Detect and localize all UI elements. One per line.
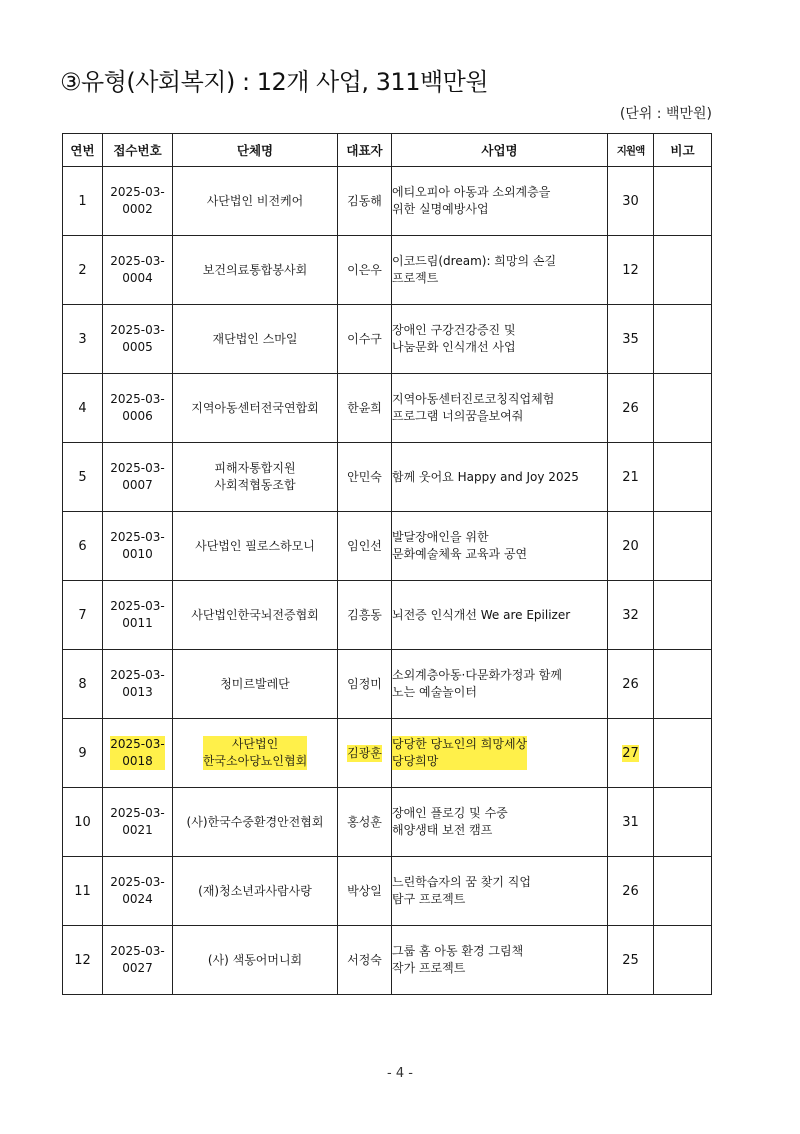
cell-no-text: 10 [74,814,91,830]
cell-note [654,374,712,443]
table-row [63,788,712,857]
cell-org [173,512,338,581]
cell-no-text: 3 [78,331,87,347]
cell-no-text: 2 [78,262,87,278]
cell-no [63,926,103,995]
cell-receipt-text: 2025-03- 0013 [110,668,165,699]
cell-note [654,926,712,995]
cell-project-text: 뇌전증 인식개선 We are Epilizer [392,607,571,622]
cell-amount [608,374,654,443]
cell-rep [338,236,392,305]
cell-project-text: 에티오피아 아동과 소외계층을 위한 실명예방사업 [392,185,551,216]
cell-amount-text: 27 [622,745,639,761]
cell-amount [608,443,654,512]
cell-amount-text: 32 [622,607,639,623]
cell-amount-text: 21 [622,469,639,485]
cell-org-text: 지역아동센터전국연합회 [191,400,319,415]
cell-rep-text: 이은우 [347,262,382,277]
cell-amount-text: 30 [622,193,639,209]
cell-amount-text: 26 [622,883,639,899]
cell-no [63,581,103,650]
cell-org [173,443,338,512]
cell-project [392,857,608,926]
header-project: 사업명 [392,134,608,167]
cell-rep [338,374,392,443]
cell-org [173,305,338,374]
cell-amount-text: 35 [622,331,639,347]
cell-amount [608,788,654,857]
cell-rep [338,857,392,926]
cell-amount-text: 26 [622,676,639,692]
table-row [63,236,712,305]
cell-no [63,650,103,719]
cell-project [392,926,608,995]
cell-rep-text: 홍성훈 [347,814,382,829]
header-amount: 지원액 [608,134,654,167]
cell-rep [338,305,392,374]
cell-receipt [103,926,173,995]
cell-amount [608,305,654,374]
cell-no [63,305,103,374]
unit-note: (단위 : 백만원) [619,106,712,122]
cell-project [392,650,608,719]
cell-amount-text: 31 [622,814,639,830]
cell-org [173,650,338,719]
cell-project-text: 장애인 플로깅 및 수중 해양생태 보전 캠프 [392,806,508,837]
cell-no-text: 12 [74,952,91,968]
cell-receipt-text: 2025-03- 0005 [110,323,165,354]
cell-no [63,857,103,926]
cell-rep [338,512,392,581]
cell-no-text: 5 [78,469,87,485]
cell-receipt [103,305,173,374]
cell-project-text: 장애인 구강건강증진 및 나눔문화 인식개선 사업 [392,323,516,354]
table-row [63,857,712,926]
cell-org-text: 재단법인 스마일 [212,331,298,346]
cell-receipt [103,167,173,236]
cell-amount-text: 12 [622,262,639,278]
cell-rep-text: 서정숙 [347,952,382,967]
cell-amount-text: 25 [622,952,639,968]
cell-rep-text: 김동해 [347,193,382,208]
cell-receipt [103,788,173,857]
cell-amount-text: 26 [622,400,639,416]
cell-amount-text: 20 [622,538,639,554]
cell-receipt-text: 2025-03- 0002 [110,185,165,216]
cell-no-text: 1 [78,193,87,209]
cell-no-text: 4 [78,400,87,416]
cell-amount [608,719,654,788]
cell-no [63,167,103,236]
cell-org [173,926,338,995]
table-row [63,926,712,995]
cell-org [173,374,338,443]
cell-note [654,788,712,857]
cell-note [654,305,712,374]
cell-note [654,650,712,719]
cell-project [392,512,608,581]
cell-project-text: 그룹 홈 아동 환경 그림책 작가 프로젝트 [392,944,524,975]
cell-rep-text: 김광훈 [347,745,382,760]
cell-project [392,374,608,443]
cell-receipt [103,236,173,305]
table-row [63,581,712,650]
cell-rep-text: 임인선 [347,538,382,553]
cell-amount [608,236,654,305]
header-rep: 대표자 [338,134,392,167]
cell-no-text: 6 [78,538,87,554]
cell-no-text: 11 [74,883,91,899]
cell-project [392,788,608,857]
cell-org-text: (사) 색동어머니회 [207,952,303,967]
cell-amount [608,167,654,236]
cell-rep [338,167,392,236]
cell-receipt [103,650,173,719]
cell-amount [608,581,654,650]
cell-receipt [103,443,173,512]
table-row [63,512,712,581]
cell-project [392,167,608,236]
cell-note [654,719,712,788]
cell-project-text: 이코드림(dream): 희망의 손길 프로젝트 [392,254,557,285]
cell-org [173,719,338,788]
cell-no [63,236,103,305]
cell-rep-text: 한윤희 [347,400,382,415]
cell-amount [608,650,654,719]
table-body [63,167,712,995]
table-row [63,305,712,374]
cell-org-text: 청미르발레단 [220,676,290,691]
cell-no [63,443,103,512]
cell-org-text: 피해자통합지원 사회적협동조합 [214,461,296,492]
cell-org [173,788,338,857]
cell-rep-text: 안민숙 [347,469,382,484]
cell-receipt [103,581,173,650]
cell-receipt-text: 2025-03- 0004 [110,254,165,285]
cell-receipt-text: 2025-03- 0024 [110,875,165,906]
cell-receipt-text: 2025-03- 0021 [110,806,165,837]
cell-rep-text: 김흥동 [347,607,382,622]
cell-org [173,236,338,305]
cell-note [654,167,712,236]
cell-org [173,167,338,236]
cell-rep-text: 박상일 [347,883,382,898]
cell-org-text: 사단법인한국뇌전증협회 [191,607,319,622]
cell-receipt [103,719,173,788]
cell-amount [608,512,654,581]
cell-rep [338,443,392,512]
cell-rep [338,581,392,650]
cell-project-text: 소외계층아동·다문화가정과 함께 노는 예술놀이터 [392,668,562,699]
cell-rep-text: 임정미 [347,676,382,691]
cell-receipt-text: 2025-03- 0006 [110,392,165,423]
header-no: 연번 [63,134,103,167]
cell-receipt [103,512,173,581]
cell-no [63,788,103,857]
cell-project [392,581,608,650]
cell-rep [338,788,392,857]
cell-project [392,305,608,374]
cell-project-text: 지역아동센터진로코칭직업체험 프로그램 너의꿈을보여줘 [392,392,555,423]
cell-org-text: 사단법인 필로스하모니 [195,538,315,553]
cell-note [654,581,712,650]
header-org: 단체명 [173,134,338,167]
cell-org-text: (사)한국수중환경안전협회 [186,814,324,829]
table-row [63,443,712,512]
cell-note [654,236,712,305]
cell-rep [338,926,392,995]
project-table [62,133,712,995]
cell-note [654,857,712,926]
cell-no-text: 8 [78,676,87,692]
cell-receipt [103,857,173,926]
cell-no [63,512,103,581]
cell-project-text: 발달장애인을 위한 문화예술체육 교육과 공연 [392,530,528,561]
cell-receipt-text: 2025-03- 0010 [110,530,165,561]
cell-no-text: 7 [78,607,87,623]
section-title: ③유형(사회복지) : 12개 사업, 311백만원 [60,68,489,96]
cell-org [173,857,338,926]
cell-receipt-text: 2025-03- 0018 [110,737,165,768]
header-row [63,134,712,167]
cell-project-text: 느린학습자의 꿈 찾기 직업 탐구 프로젝트 [392,875,531,906]
cell-org-text: 보건의료통합봉사회 [202,262,308,277]
table-row [63,167,712,236]
cell-receipt-text: 2025-03- 0007 [110,461,165,492]
cell-no [63,719,103,788]
page-number: - 4 - [387,1066,413,1081]
cell-note [654,512,712,581]
header-note: 비고 [654,134,712,167]
cell-note [654,443,712,512]
table-row [63,374,712,443]
cell-org-text: (재)청소년과사람사랑 [198,883,312,898]
cell-rep-text: 이수구 [347,331,382,346]
table-row [63,650,712,719]
cell-org [173,581,338,650]
cell-receipt-text: 2025-03- 0027 [110,944,165,975]
cell-rep [338,650,392,719]
cell-project-text: 당당한 당뇨인의 희망세상 당당희망 [392,737,528,768]
cell-project [392,719,608,788]
cell-no [63,374,103,443]
header-receipt: 접수번호 [103,134,173,167]
cell-rep [338,719,392,788]
cell-project [392,236,608,305]
cell-project [392,443,608,512]
cell-amount [608,926,654,995]
cell-org-text: 사단법인 비전케어 [206,193,304,208]
cell-receipt-text: 2025-03- 0011 [110,599,165,630]
table-row [63,719,712,788]
cell-amount [608,857,654,926]
cell-no-text: 9 [78,745,87,761]
cell-receipt [103,374,173,443]
cell-project-text: 함께 웃어요 Happy and Joy 2025 [392,469,579,484]
cell-org-text: 사단법인 한국소아당뇨인협회 [202,737,308,768]
